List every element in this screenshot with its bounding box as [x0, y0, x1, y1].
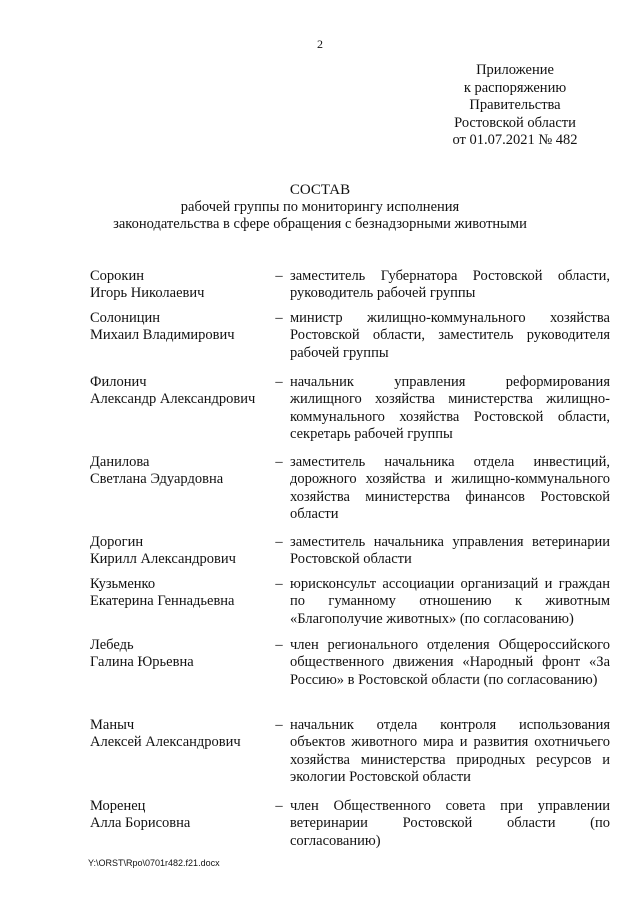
member-role: министр жилищно-коммунального хозяйства Ростовской области, заместитель руководителя рабочей группы	[290, 310, 610, 361]
dash: –	[275, 534, 283, 550]
member-row	[90, 637, 610, 717]
dash: –	[275, 576, 283, 592]
member-surname: Филонич	[90, 374, 147, 390]
member-surname: Солоницин	[90, 310, 161, 326]
member-row	[90, 576, 610, 637]
member-row	[90, 454, 610, 534]
appendix-line: Приложение	[476, 62, 554, 78]
member-surname: Данилова	[90, 454, 150, 470]
member-name	[90, 717, 268, 798]
member-given-name: Галина Юрьевна	[90, 654, 194, 671]
member-row	[90, 374, 610, 454]
appendix-line: от 01.07.2021 № 482	[452, 132, 578, 148]
member-given-name: Алексей Александрович	[90, 734, 241, 751]
member-given-name: Игорь Николаевич	[90, 285, 205, 302]
member-surname: Сорокин	[90, 268, 144, 284]
members-list	[90, 268, 610, 849]
dash: –	[275, 454, 283, 470]
member-given-name: Александр Александрович	[90, 391, 256, 408]
member-name	[90, 534, 268, 576]
member-name	[90, 268, 268, 310]
title-line: рабочей группы по мониторингу исполнения	[180, 199, 460, 215]
member-given-name: Михаил Владимирович	[90, 327, 235, 344]
member-name	[90, 454, 268, 534]
member-row	[90, 798, 610, 849]
member-row	[90, 717, 610, 798]
dash: –	[275, 310, 283, 326]
member-role: член Общественного совета при управлении ветеринарии Ростовской области (по согласованию)	[290, 798, 610, 849]
member-given-name: Екатерина Геннадьевна	[90, 593, 235, 610]
appendix-line: Правительства	[469, 97, 561, 113]
dash: –	[275, 717, 283, 733]
member-row	[90, 310, 610, 374]
page-number: 2	[317, 37, 323, 51]
dash: –	[275, 268, 283, 284]
member-role: член регионального отделения Общероссийского общественного движения «Народный фронт «За Россию» в Ростовской области (по согласованию)	[290, 637, 610, 688]
member-given-name: Алла Борисовна	[90, 815, 191, 832]
appendix-line: к распоряжению	[463, 79, 567, 96]
document-title	[0, 182, 640, 233]
member-row	[90, 534, 610, 576]
member-given-name: Кирилл Александрович	[90, 551, 236, 568]
member-name	[90, 798, 268, 838]
title-heading: СОСТАВ	[289, 182, 351, 198]
appendix-block	[448, 62, 582, 150]
member-surname: Моренец	[90, 798, 146, 814]
member-role: юрисконсульт ассоциации организаций и граждан по гуманному отношению к животным «Благополучие животных» (по согласованию)	[290, 576, 610, 627]
member-name	[90, 637, 268, 717]
member-surname: Дорогин	[90, 534, 144, 550]
member-given-name: Светлана Эдуардовна	[90, 471, 224, 488]
member-row	[90, 268, 610, 310]
member-name	[90, 374, 268, 454]
member-surname: Кузьменко	[90, 576, 156, 592]
dash: –	[275, 798, 283, 814]
member-surname: Маныч	[90, 717, 135, 733]
member-surname: Лебедь	[90, 637, 134, 653]
dash: –	[275, 637, 283, 653]
title-line: законодательства в сфере обращения с безнадзорными животными	[113, 216, 527, 232]
member-role: заместитель Губернатора Ростовской области, руководитель рабочей группы	[290, 268, 610, 302]
member-role: заместитель начальника отдела инвестиций, дорожного хозяйства и жилищно-коммунального хозяйства министерства финансов Ростовской области	[290, 454, 610, 522]
dash: –	[275, 374, 283, 390]
member-name	[90, 310, 268, 374]
member-name	[90, 576, 268, 637]
appendix-line: Ростовской области	[454, 114, 576, 131]
file-path-footer: Y:\ORST\Rpo\0701r482.f21.docx	[88, 858, 220, 868]
member-role: заместитель начальника управления ветеринарии Ростовской области	[290, 534, 610, 568]
member-role: начальник управления реформирования жилищного хозяйства министерства жилищно-коммунального хозяйства Ростовской области, секретарь рабочей группы	[290, 374, 610, 442]
member-role: начальник отдела контроля использования объектов животного мира и развития охотничьего хозяйства министерства природных ресурсов и экологии Ростовской области	[290, 717, 610, 785]
